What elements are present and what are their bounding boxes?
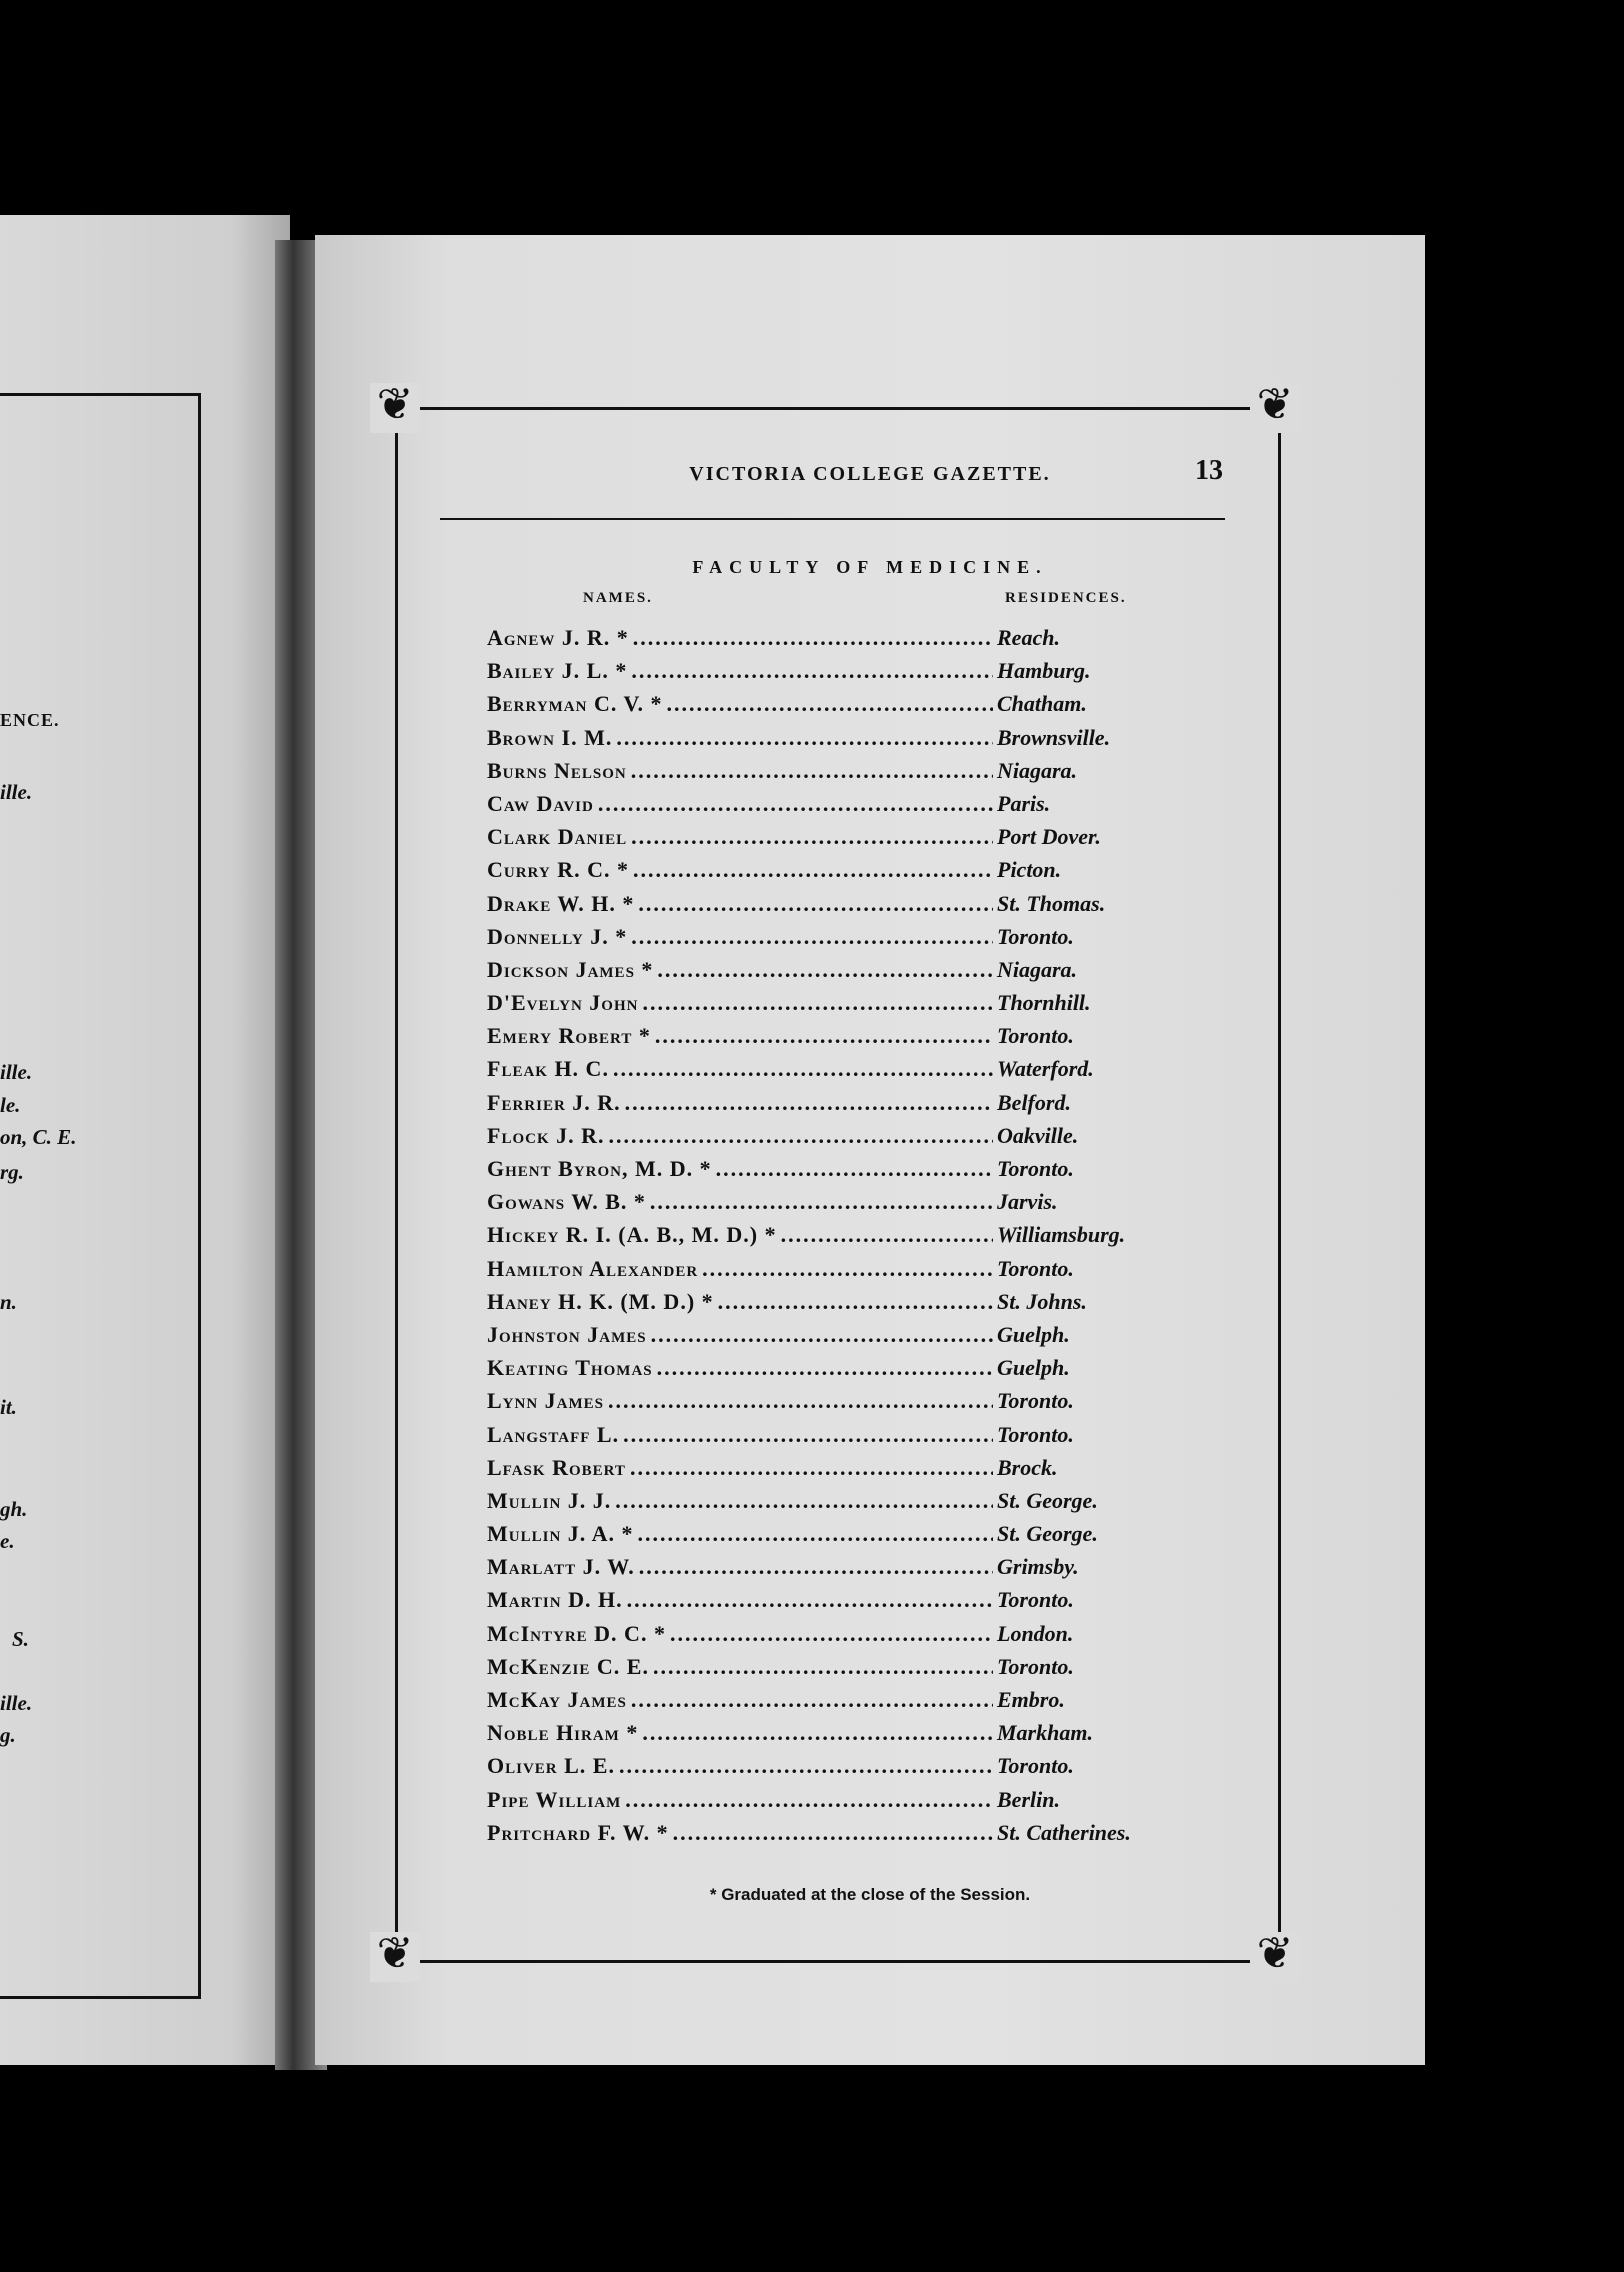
student-residence: Jarvis.	[997, 1189, 1058, 1215]
student-residence: Williamsburg.	[997, 1222, 1126, 1248]
student-residence: Toronto.	[997, 923, 1074, 949]
student-entry	[487, 1554, 1167, 1587]
student-name: Donnelly J. *	[487, 923, 628, 949]
dot-leader	[633, 857, 993, 883]
student-name: Hamilton Alexander	[487, 1255, 699, 1281]
header-rule	[440, 518, 1225, 520]
student-name: Drake W. H. *	[487, 890, 635, 916]
dot-leader	[637, 1521, 993, 1547]
student-name: Oliver L. E.	[487, 1753, 615, 1779]
student-entry	[487, 1023, 1167, 1056]
dot-leader	[625, 1090, 993, 1116]
corner-ornament-icon: ❦	[1250, 383, 1300, 433]
student-residence: Hamburg.	[997, 658, 1091, 684]
student-residence: St. George.	[997, 1487, 1098, 1513]
student-residence: Guelph.	[997, 1355, 1070, 1381]
dot-leader	[716, 1156, 993, 1182]
student-name: Dickson James *	[487, 956, 654, 982]
section-title: FACULTY OF MEDICINE.	[692, 557, 1048, 577]
student-name: Johnston James	[487, 1321, 647, 1347]
student-entry	[487, 1455, 1167, 1488]
student-entry	[487, 1388, 1167, 1421]
dot-leader	[657, 1355, 993, 1381]
student-name: Bailey J. L. *	[487, 658, 628, 684]
dot-leader	[651, 1322, 993, 1348]
student-name: Haney H. K. (M. D.) *	[487, 1288, 714, 1314]
dot-leader	[633, 625, 993, 651]
student-name: Hickey R. I. (A. B., M. D.) *	[487, 1222, 777, 1248]
student-name: Noble Hiram *	[487, 1720, 639, 1746]
student-residence: Brownsville.	[997, 724, 1111, 750]
student-entry	[487, 758, 1167, 791]
student-name: Mullin J. A. *	[487, 1521, 634, 1547]
student-entry	[487, 1090, 1167, 1123]
student-entry	[487, 857, 1167, 890]
dot-leader	[615, 1488, 993, 1514]
names-column-heading: NAMES.	[583, 590, 653, 606]
student-entry	[487, 1820, 1167, 1853]
student-entry	[487, 1123, 1167, 1156]
page-number: 13	[1195, 455, 1223, 486]
student-entry	[487, 791, 1167, 824]
student-residence: Toronto.	[997, 1653, 1074, 1679]
dot-leader	[631, 658, 993, 684]
student-residence: Toronto.	[997, 1587, 1074, 1613]
dot-leader	[619, 1753, 993, 1779]
footnote: * Graduated at the close of the Session.	[709, 1885, 1031, 1904]
dot-leader	[667, 691, 993, 717]
student-name: McIntyre D. C. *	[487, 1620, 666, 1646]
student-residence: Waterford.	[997, 1056, 1094, 1082]
student-entry	[487, 1787, 1167, 1820]
dot-leader	[631, 924, 993, 950]
student-entry	[487, 1720, 1167, 1753]
student-entry	[487, 957, 1167, 990]
student-name: Keating Thomas	[487, 1355, 653, 1381]
student-name: Ferrier J. R.	[487, 1089, 621, 1115]
dot-leader	[609, 1123, 994, 1149]
student-residence: Toronto.	[997, 1255, 1074, 1281]
student-residence: Oakville.	[997, 1122, 1079, 1148]
dot-leader	[670, 1621, 993, 1647]
student-entry	[487, 1422, 1167, 1455]
left-page-fragment: S.	[12, 1627, 29, 1651]
student-entry	[487, 1189, 1167, 1222]
student-name: D'Evelyn John	[487, 990, 639, 1016]
running-header-title: VICTORIA COLLEGE GAZETTE.	[689, 463, 1051, 485]
dot-leader	[623, 1422, 993, 1448]
student-residence: Niagara.	[997, 956, 1078, 982]
student-entry	[487, 1355, 1167, 1388]
student-residence: Toronto.	[997, 1421, 1074, 1447]
dot-leader	[630, 1455, 993, 1481]
dot-leader	[598, 791, 993, 817]
student-entry	[487, 691, 1167, 724]
student-entry	[487, 1621, 1167, 1654]
student-residence: St. Catherines.	[997, 1819, 1131, 1845]
student-entry	[487, 990, 1167, 1023]
dot-leader	[639, 1554, 993, 1580]
dot-leader	[608, 1388, 993, 1414]
dot-leader	[631, 758, 993, 784]
dot-leader	[657, 957, 993, 983]
student-entry	[487, 1322, 1167, 1355]
student-entry	[487, 725, 1167, 758]
dot-leader	[673, 1820, 993, 1846]
student-residence: London.	[997, 1620, 1074, 1646]
left-page-fragment: e.	[0, 1529, 15, 1553]
student-residence: Belford.	[997, 1089, 1071, 1115]
student-name: Berryman C. V. *	[487, 691, 663, 717]
student-entry	[487, 1587, 1167, 1620]
corner-ornament-icon: ❦	[370, 383, 420, 433]
student-residence: Port Dover.	[997, 824, 1101, 850]
residences-column-heading: RESIDENCES.	[1005, 590, 1127, 606]
student-name: Lynn James	[487, 1388, 605, 1414]
dot-leader	[702, 1256, 993, 1282]
gazette-page	[315, 235, 1425, 2065]
dot-leader	[718, 1289, 993, 1315]
dot-leader	[650, 1189, 993, 1215]
dot-leader	[616, 725, 993, 751]
dot-leader	[642, 990, 993, 1016]
student-residence: Brock.	[997, 1454, 1058, 1480]
student-residence: St. Johns.	[997, 1288, 1087, 1314]
left-page-fragment: g.	[0, 1723, 16, 1747]
student-entry	[487, 625, 1167, 658]
student-name: Emery Robert *	[487, 1023, 651, 1049]
student-entry	[487, 1222, 1167, 1255]
student-entry	[487, 658, 1167, 691]
left-page-fragment: on, C. E.	[0, 1125, 77, 1149]
student-residence: Niagara.	[997, 757, 1078, 783]
student-name: Lfask Robert	[487, 1454, 626, 1480]
dot-leader	[631, 1687, 993, 1713]
left-page-fragment: it.	[0, 1395, 17, 1419]
dot-leader	[642, 1720, 993, 1746]
student-name: Martin D. H.	[487, 1587, 623, 1613]
dot-leader	[781, 1222, 993, 1248]
student-name: McKay James	[487, 1687, 627, 1712]
student-name: Marlatt J. W.	[487, 1554, 635, 1580]
student-name: Pritchard F. W. *	[487, 1819, 669, 1845]
student-residence: Picton.	[997, 857, 1062, 883]
corner-ornament-icon: ❦	[1250, 1932, 1300, 1982]
left-page-fragment: ille.	[0, 1060, 33, 1084]
corner-ornament-icon: ❦	[370, 1932, 420, 1982]
student-residence: Markham.	[997, 1720, 1093, 1746]
left-page-fragment: ille.	[0, 1691, 33, 1715]
student-list	[487, 625, 1167, 1853]
student-name: Gowans W. B. *	[487, 1189, 646, 1215]
student-name: Fleak H. C.	[487, 1056, 609, 1082]
student-entry	[487, 1256, 1167, 1289]
student-residence: Chatham.	[997, 691, 1087, 717]
left-page-fragment: ille.	[0, 780, 33, 804]
student-residence: Toronto.	[997, 1388, 1074, 1414]
student-name: Clark Daniel	[487, 824, 628, 850]
student-residence: Grimsby.	[997, 1554, 1079, 1580]
student-entry	[487, 1488, 1167, 1521]
student-residence: Toronto.	[997, 1753, 1074, 1779]
left-page-fragment: n.	[0, 1290, 17, 1314]
left-page-frame	[0, 393, 201, 1999]
dot-leader	[655, 1023, 993, 1049]
student-name: Curry R. C. *	[487, 857, 629, 883]
student-name: Agnew J. R. *	[487, 625, 629, 650]
student-residence: Guelph.	[997, 1321, 1070, 1347]
student-entry	[487, 1687, 1167, 1720]
student-name: Brown I. M.	[487, 724, 613, 750]
student-residence: Reach.	[997, 625, 1060, 650]
student-residence: St. George.	[997, 1521, 1098, 1547]
student-residence: Thornhill.	[997, 990, 1091, 1016]
dot-leader	[627, 1587, 993, 1613]
student-residence: Toronto.	[997, 1156, 1074, 1181]
student-name: Langstaff L.	[487, 1421, 620, 1447]
student-name: McKenzie C. E.	[487, 1653, 649, 1679]
dot-leader	[631, 824, 993, 850]
dot-leader	[613, 1056, 993, 1082]
student-entry	[487, 1056, 1167, 1089]
student-entry	[487, 1654, 1167, 1687]
left-facing-page	[0, 215, 290, 2065]
dot-leader	[638, 891, 993, 917]
student-name: Pipe William	[487, 1786, 622, 1812]
student-name: Mullin J. J.	[487, 1487, 612, 1513]
student-entry	[487, 1753, 1167, 1786]
left-page-fragment: ENCE.	[0, 710, 60, 730]
student-name: Ghent Byron, M. D. *	[487, 1156, 712, 1181]
student-residence: St. Thomas.	[997, 890, 1106, 916]
dot-leader	[625, 1787, 993, 1813]
student-residence: Berlin.	[997, 1786, 1060, 1812]
student-entry	[487, 824, 1167, 857]
student-entry	[487, 1521, 1167, 1554]
left-page-fragment: le.	[0, 1093, 21, 1117]
student-entry	[487, 1156, 1167, 1189]
student-entry	[487, 924, 1167, 957]
student-entry	[487, 1289, 1167, 1322]
student-residence: Embro.	[997, 1687, 1065, 1712]
student-residence: Paris.	[997, 790, 1051, 816]
student-name: Burns Nelson	[487, 757, 627, 783]
student-name: Caw David	[487, 790, 594, 816]
student-name: Flock J. R.	[487, 1122, 605, 1148]
left-page-fragment: rg.	[0, 1160, 24, 1184]
student-residence: Toronto.	[997, 1023, 1074, 1049]
dot-leader	[653, 1654, 993, 1680]
student-entry	[487, 891, 1167, 924]
left-page-fragment: gh.	[0, 1497, 28, 1521]
